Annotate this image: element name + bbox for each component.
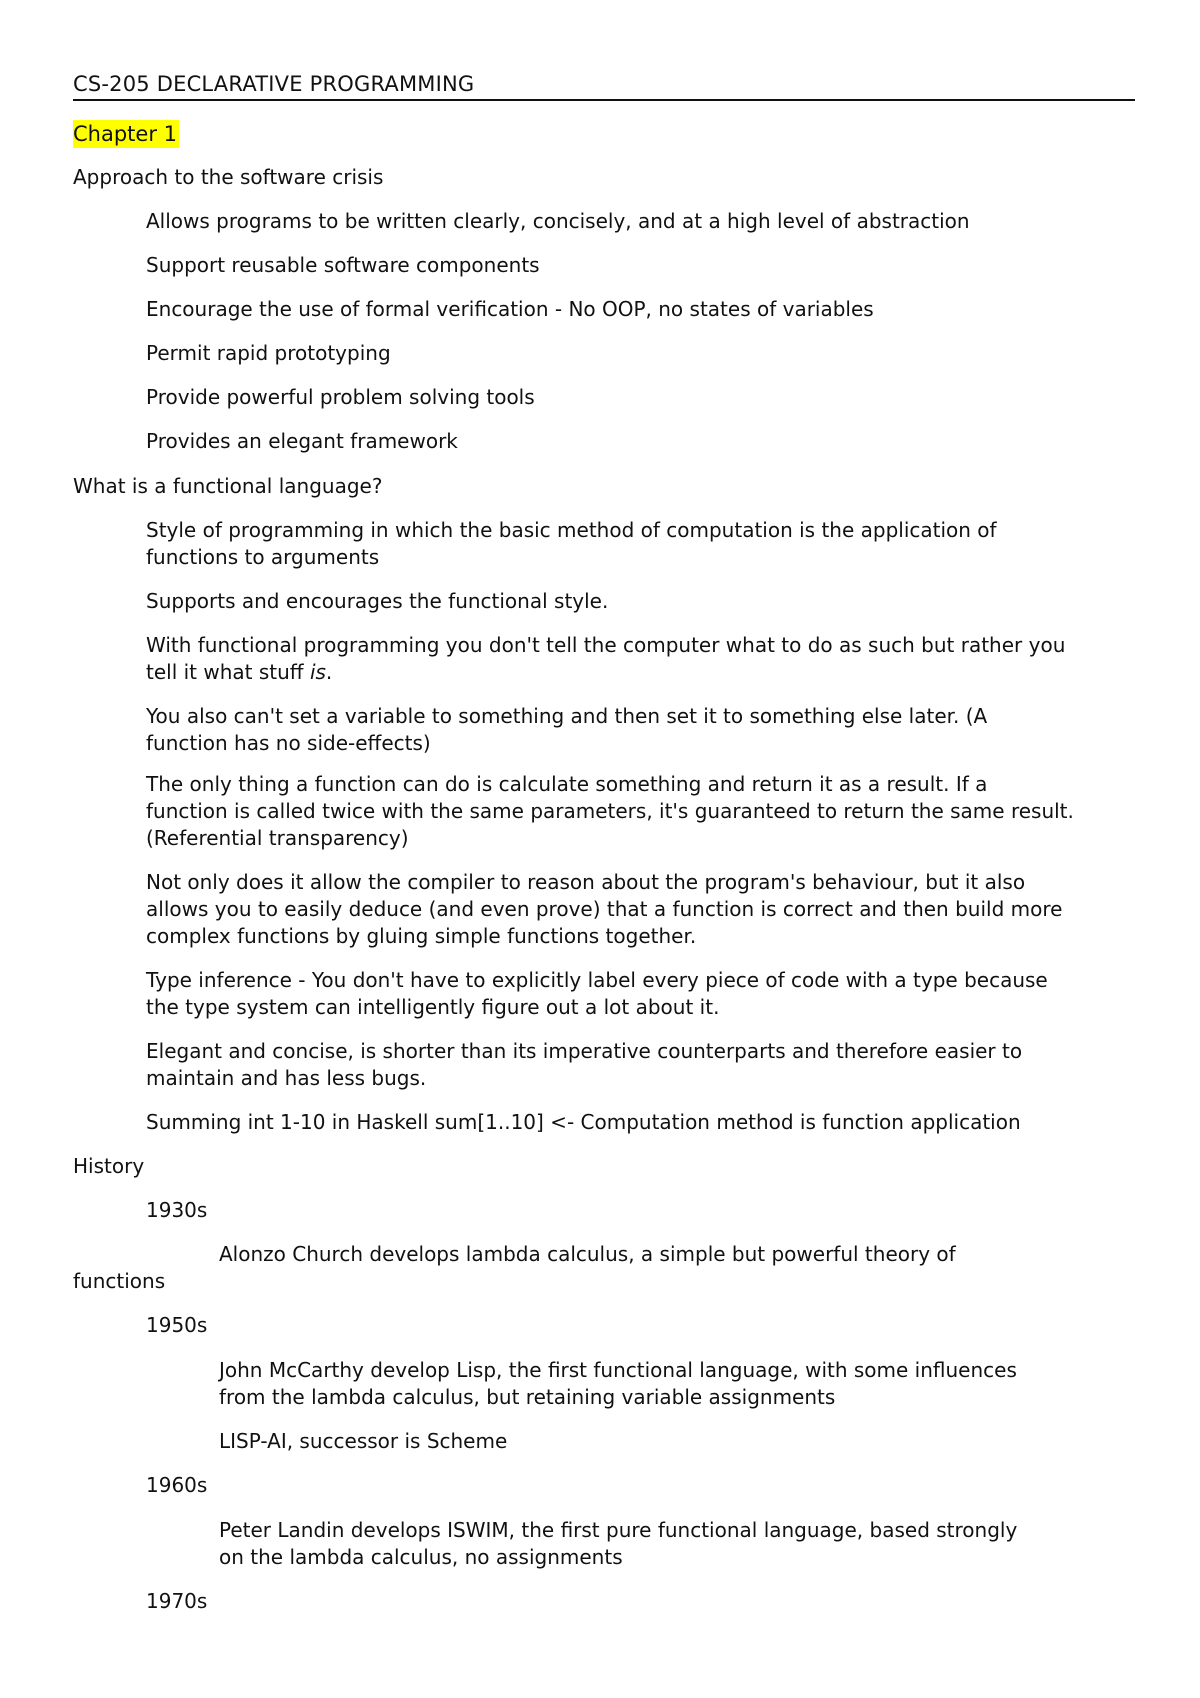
- list-item: Supports and encourages the functional style.: [146, 589, 609, 613]
- text-run: .: [325, 660, 333, 684]
- list-item: Permit rapid prototyping: [146, 341, 391, 365]
- list-item: Allows programs to be written clearly, concisely, and at a high level of abstraction: [146, 209, 970, 233]
- text-run: tell it what stuff: [146, 660, 310, 684]
- history-item-continued: functions: [73, 1269, 166, 1293]
- list-item-continued: allows you to easily deduce (and even prove) that a function is correct and then build more: [146, 897, 1063, 921]
- list-item-continued: the type system can intelligently figure out a lot about it.: [146, 995, 720, 1019]
- emphasis-text: is: [309, 660, 326, 684]
- section-heading: What is a functional language?: [73, 474, 383, 498]
- list-item: Summing int 1-10 in Haskell sum[1..10] <- Computation method is function application: [146, 1110, 1021, 1134]
- history-item: Alonzo Church develops lambda calculus, a simple but powerful theory of: [219, 1242, 956, 1266]
- list-item: The only thing a function can do is calculate something and return it as a result. If a: [146, 772, 988, 796]
- history-item: LISP-AI, successor is Scheme: [219, 1429, 508, 1453]
- list-item: You also can't set a variable to something and then set it to something else later. (A: [146, 704, 988, 728]
- history-item: Peter Landin develops ISWIM, the first pure functional language, based strongly: [219, 1518, 1018, 1542]
- list-item-continued: maintain and has less bugs.: [146, 1066, 427, 1090]
- list-item: Encourage the use of formal verification - No OOP, no states of variables: [146, 297, 874, 321]
- section-heading: Approach to the software crisis: [73, 165, 384, 189]
- decade-heading: 1930s: [146, 1198, 208, 1222]
- list-item: Style of programming in which the basic method of computation is the application of: [146, 518, 997, 542]
- list-item-continued: function is called twice with the same parameters, it's guaranteed to return the same result.: [146, 799, 1074, 823]
- list-item: Type inference - You don't have to explicitly label every piece of code with a type because: [146, 968, 1048, 992]
- decade-heading: 1960s: [146, 1473, 208, 1497]
- history-item-continued: from the lambda calculus, but retaining variable assignments: [219, 1385, 836, 1409]
- list-item-continued: function has no side-effects): [146, 731, 431, 755]
- decade-heading: 1970s: [146, 1589, 208, 1613]
- list-item-continued: complex functions by gluing simple functions together.: [146, 924, 697, 948]
- list-item: Provide powerful problem solving tools: [146, 385, 535, 409]
- document-title: CS-205 DECLARATIVE PROGRAMMING: [73, 70, 1135, 101]
- decade-heading: 1950s: [146, 1313, 208, 1337]
- chapter-heading: Chapter 1: [73, 122, 177, 146]
- list-item: Provides an elegant framework: [146, 429, 458, 453]
- history-item-continued: on the lambda calculus, no assignments: [219, 1545, 623, 1569]
- list-item: Support reusable software components: [146, 253, 540, 277]
- list-item-continued: [146, 659, 332, 686]
- section-heading: History: [73, 1154, 145, 1178]
- list-item-continued: functions to arguments: [146, 545, 380, 569]
- list-item: With functional programming you don't tell the computer what to do as such but rather you: [146, 633, 1066, 657]
- list-item: Elegant and concise, is shorter than its imperative counterparts and therefore easier to: [146, 1039, 1023, 1063]
- list-item-continued: (Referential transparency): [146, 826, 409, 850]
- list-item: Not only does it allow the compiler to reason about the program's behaviour, but it also: [146, 870, 1026, 894]
- history-item: John McCarthy develop Lisp, the first functional language, with some influences: [219, 1358, 1017, 1382]
